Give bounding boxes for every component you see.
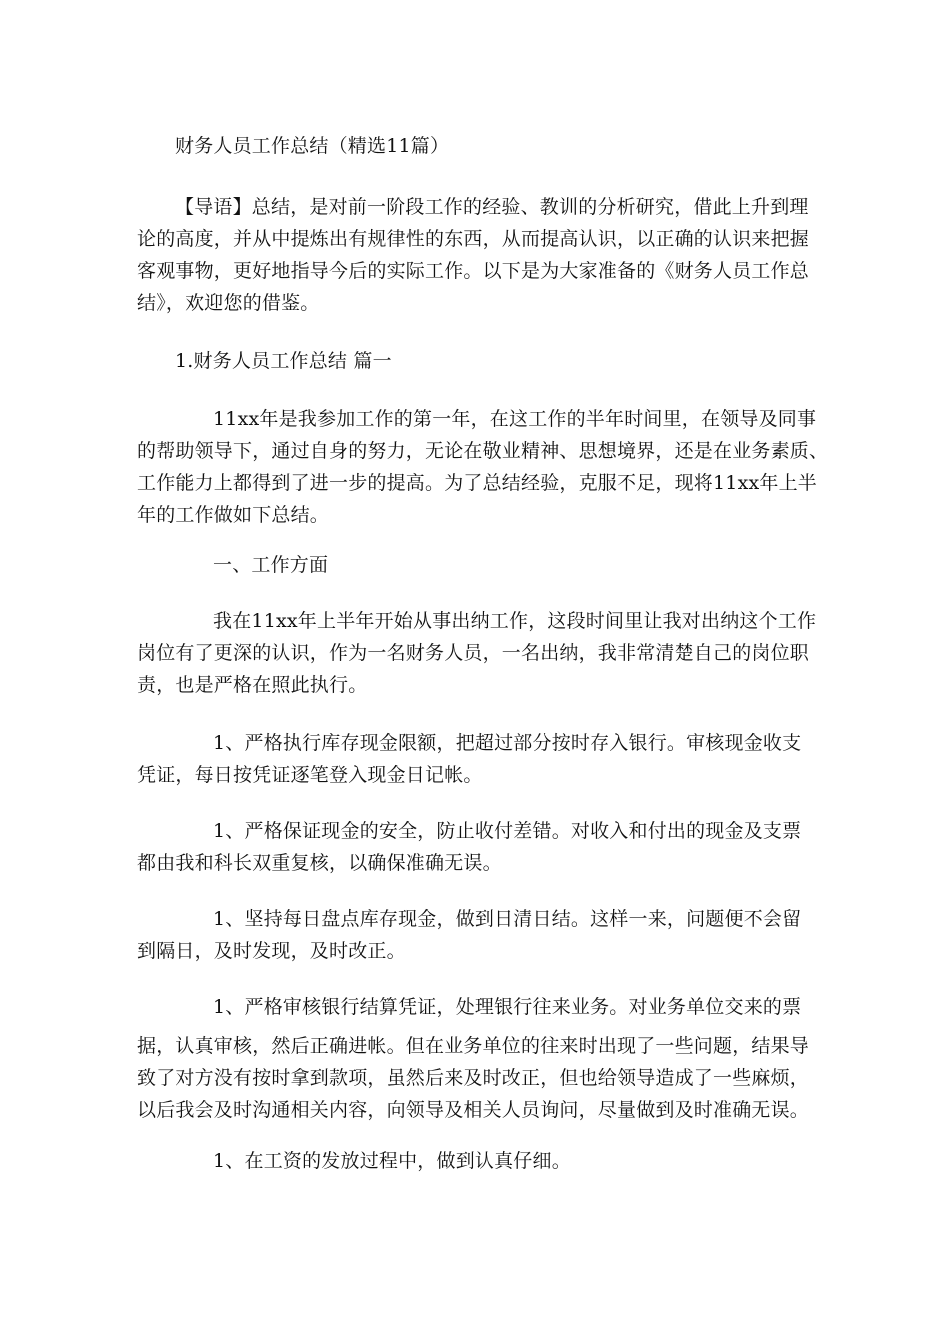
paragraph-line: 岗位有了更深的认识，作为一名财务人员，一名出纳，我非常清楚自己的岗位职 xyxy=(137,642,810,664)
document-title: 财务人员工作总结（精选11篇） xyxy=(175,135,450,157)
list-item-line: 以后我会及时沟通相关内容，向领导及相关人员询问，尽量做到及时准确无误。 xyxy=(137,1099,810,1121)
list-item-line: 1、严格保证现金的安全，防止收付差错。对收入和付出的现金及支票 xyxy=(213,820,802,842)
list-item-line: 都由我和科长双重复核，以确保准确无误。 xyxy=(137,852,502,874)
list-item-line: 1、坚持每日盘点库存现金，做到日清日结。这样一来，问题便不会留 xyxy=(213,908,802,930)
sub-heading: 一、工作方面 xyxy=(213,554,329,576)
list-item-line: 致了对方没有按时拿到款项，虽然后来及时改正，但也给领导造成了一些麻烦， xyxy=(137,1067,810,1089)
paragraph-line: 工作能力上都得到了进一步的提高。为了总结经验，克服不足，现将11xx年上半 xyxy=(137,472,818,494)
list-item-line: 1、严格执行库存现金限额，把超过部分按时存入银行。审核现金收支 xyxy=(213,732,802,754)
paragraph-line: 11xx年是我参加工作的第一年，在这工作的半年时间里，在领导及同事 xyxy=(213,408,817,430)
list-item-line: 1、严格审核银行结算凭证，处理银行往来业务。对业务单位交来的票 xyxy=(213,996,802,1018)
list-item-line: 凭证，每日按凭证逐笔登入现金日记帐。 xyxy=(137,764,483,786)
paragraph-line: 我在11xx年上半年开始从事出纳工作，这段时间里让我对出纳这个工作 xyxy=(213,610,817,632)
paragraph-line: 责，也是严格在照此执行。 xyxy=(137,674,368,696)
intro-line: 客观事物，更好地指导今后的实际工作。以下是为大家准备的《财务人员工作总 xyxy=(137,260,810,282)
list-item-line: 到隔日，及时发现，及时改正。 xyxy=(137,940,406,962)
list-item-line: 据，认真审核，然后正确进帐。但在业务单位的往来时出现了一些问题，结果导 xyxy=(137,1035,810,1057)
intro-line: 论的高度，并从中提炼出有规律性的东西，从而提高认识，以正确的认识来把握 xyxy=(137,228,810,250)
intro-line: 结》，欢迎您的借鉴。 xyxy=(137,292,320,314)
list-item-line: 1、在工资的发放过程中，做到认真仔细。 xyxy=(213,1150,571,1172)
paragraph-line: 年的工作做如下总结。 xyxy=(137,504,330,526)
intro-line: 【导语】总结，是对前一阶段工作的经验、教训的分析研究，借此上升到理 xyxy=(175,196,809,218)
paragraph-line: 的帮助领导下，通过自身的努力，无论在敬业精神、思想境界，还是在业务素质、 xyxy=(137,440,829,462)
section-heading: 1.财务人员工作总结 篇一 xyxy=(175,350,392,372)
